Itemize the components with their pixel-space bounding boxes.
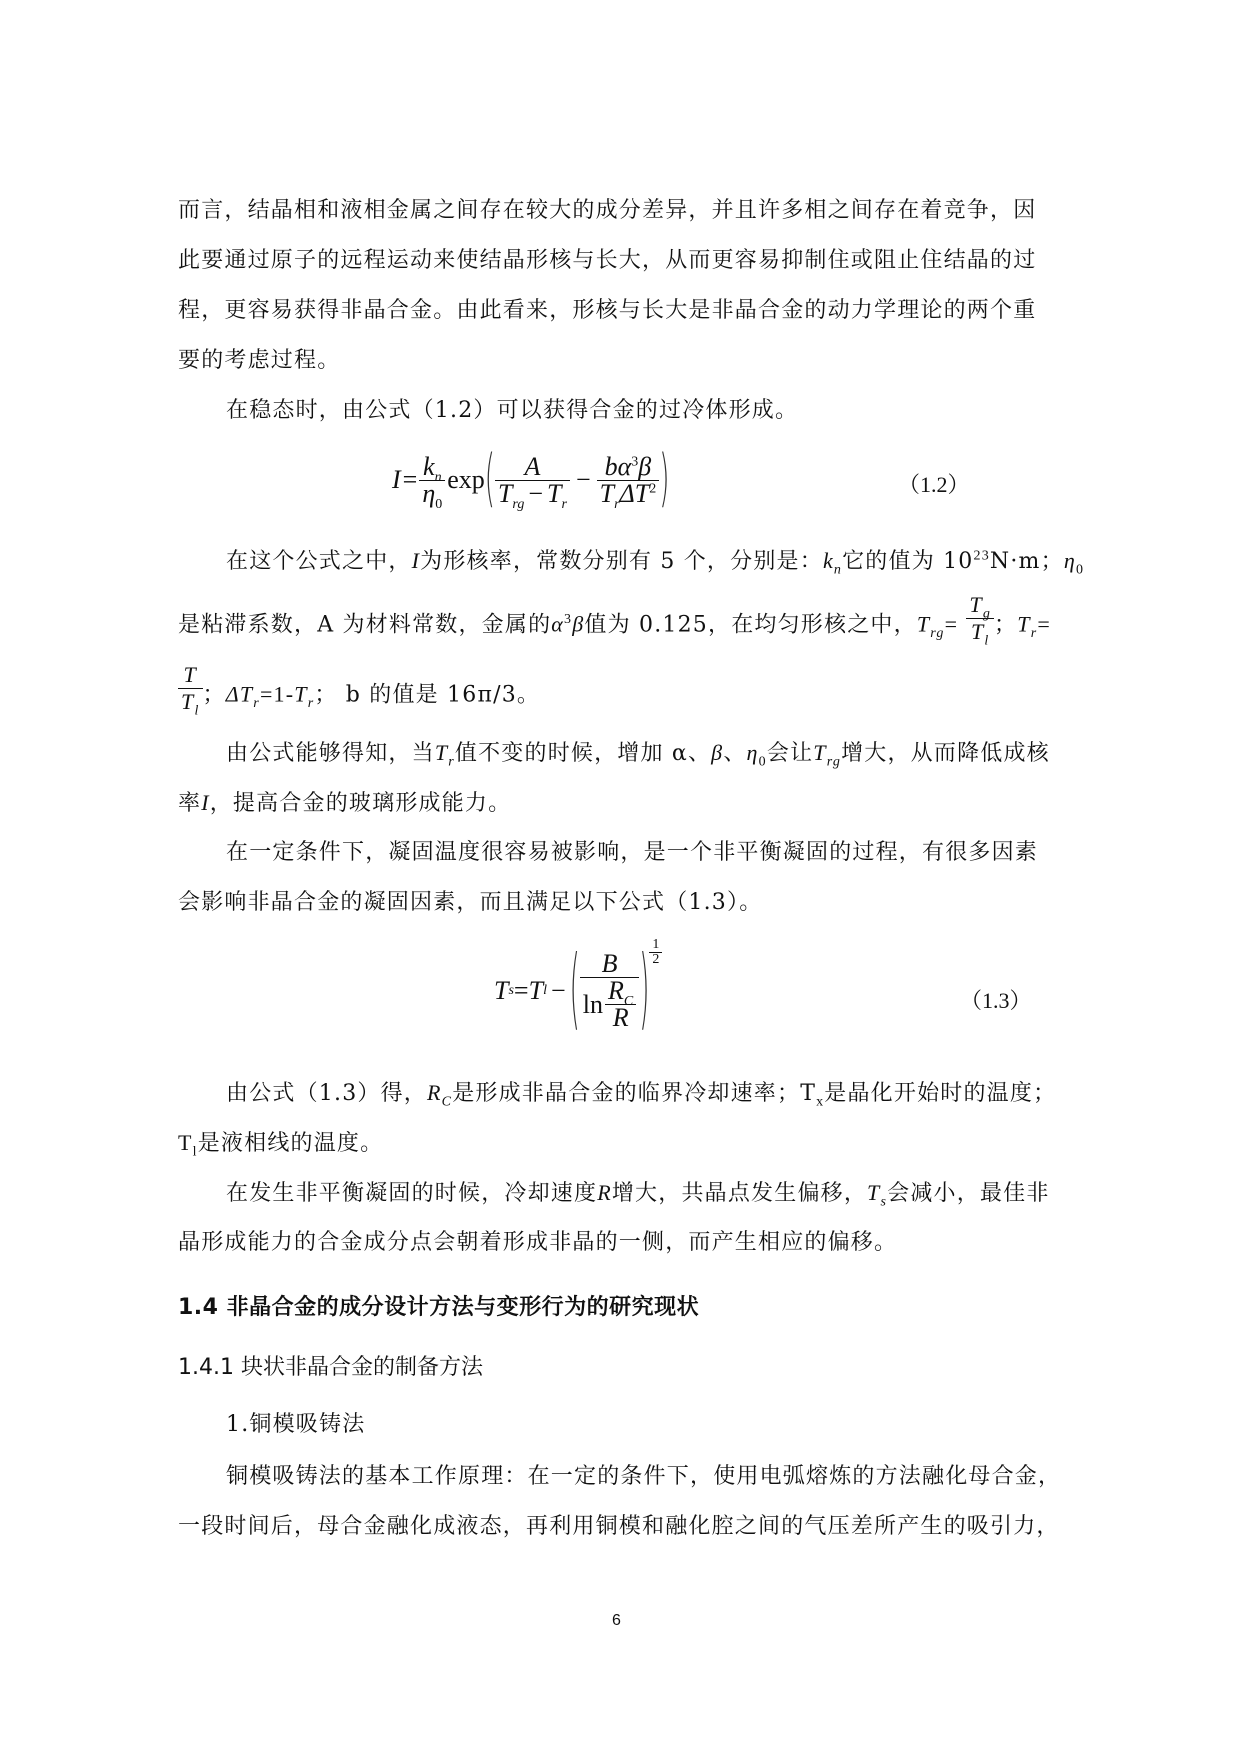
math-symbol: k bbox=[822, 548, 834, 573]
math-subscript: rg bbox=[826, 754, 842, 770]
paragraph-line bbox=[226, 1178, 1050, 1209]
math-subscript: s bbox=[880, 1194, 888, 1210]
text: 为形核率，常数分别有 5 个，分别是： bbox=[420, 549, 823, 574]
math-subscript: l bbox=[984, 633, 990, 649]
eq-symbol: I bbox=[392, 465, 401, 494]
math-subscript: l bbox=[194, 703, 200, 719]
math-subscript: rg bbox=[930, 625, 945, 641]
text: 会让 bbox=[766, 741, 814, 766]
math-subscript: 0 bbox=[758, 754, 767, 770]
paragraph-line: 在稳态时，由公式（1.2）可以获得合金的过冷体形成。 bbox=[226, 398, 799, 423]
math-symbol: I bbox=[411, 548, 421, 573]
eq-fraction bbox=[605, 978, 636, 1031]
eq-fraction bbox=[419, 451, 445, 512]
eq-symbol: B bbox=[580, 951, 639, 978]
left-paren: ( bbox=[484, 444, 495, 516]
text: N·m； bbox=[989, 549, 1064, 574]
paragraph-line: 此要通过原子的远程运动来使结晶形核与长大，从而更容易抑制住或阻止住结晶的过 bbox=[178, 248, 1037, 273]
math-symbol: R bbox=[427, 1080, 442, 1105]
eq-symbol: k bbox=[423, 451, 435, 481]
text: =1- bbox=[259, 681, 295, 707]
eq-symbol: = bbox=[513, 976, 529, 1005]
eq-symbol: η bbox=[422, 478, 436, 508]
eq-symbol: − bbox=[575, 465, 591, 494]
eq-fraction bbox=[597, 451, 660, 512]
eq-symbol: − bbox=[528, 478, 544, 508]
section-heading: 1.4 非晶合金的成分设计方法与变形行为的研究现状 bbox=[178, 1295, 700, 1320]
math-symbol: α bbox=[551, 611, 565, 637]
eq-symbol: = bbox=[402, 465, 418, 494]
math-fraction bbox=[178, 662, 203, 719]
math-symbol: T bbox=[969, 592, 983, 617]
math-symbol: T bbox=[294, 681, 308, 707]
math-subscript: r bbox=[448, 754, 455, 770]
paragraph-line: 会影响非晶合金的凝固因素，而且满足以下公式（1.3）。 bbox=[178, 890, 763, 915]
paragraph-line bbox=[226, 1078, 1056, 1109]
eq-symbol: T bbox=[599, 478, 615, 508]
equation-number: （1.3） bbox=[960, 988, 1032, 1013]
eq-function: ln bbox=[582, 989, 604, 1019]
math-symbol: T bbox=[1017, 611, 1031, 637]
math-subscript: r bbox=[253, 695, 260, 711]
text: ，提高合金的玻璃形成能力。 bbox=[209, 791, 512, 816]
eq-symbol: bα bbox=[604, 451, 632, 481]
math-subscript: 0 bbox=[1075, 562, 1085, 578]
paragraph-line: 在一定条件下，凝固温度很容易被影响，是一个非平衡凝固的过程，有很多因素 bbox=[226, 840, 1039, 865]
math-subscript: r bbox=[1030, 625, 1038, 641]
eq-symbol: ΔT bbox=[619, 478, 650, 508]
text: 值不变的时候，增加 α、 bbox=[454, 741, 712, 766]
eq-superscript: 2 bbox=[649, 480, 657, 496]
eq-subscript: 0 bbox=[435, 496, 443, 512]
eq-subscript: rg bbox=[512, 496, 525, 512]
text: ； bbox=[994, 612, 1018, 638]
math-symbol: T bbox=[178, 662, 203, 689]
text: 、 bbox=[723, 741, 747, 766]
paragraph-line: 要的考虑过程。 bbox=[178, 348, 341, 373]
paragraph-line bbox=[178, 788, 511, 819]
eq-symbol: T bbox=[528, 976, 544, 1005]
eq-subscript: C bbox=[623, 994, 634, 1010]
paragraph-line bbox=[226, 546, 1084, 577]
math-subscript: r bbox=[307, 695, 315, 711]
math-symbol: = bbox=[944, 611, 959, 637]
text: 增大，从而降低成核 bbox=[841, 741, 1050, 766]
eq-fraction bbox=[580, 951, 639, 1031]
text: 是液相线的温度。 bbox=[197, 1131, 384, 1156]
eq-exponent-fraction bbox=[649, 938, 662, 967]
text: 在发生非平衡凝固的时候，冷却速度 bbox=[226, 1181, 598, 1206]
math-subscript: x bbox=[816, 1094, 825, 1110]
text: ； b 的值是 16π/3。 bbox=[314, 682, 541, 708]
math-symbol: T bbox=[867, 1180, 881, 1205]
math-symbol: T bbox=[434, 740, 449, 765]
paragraph-line: 而言，结晶相和液相金属之间存在较大的成分差异，并且许多相之间存在着竞争，因 bbox=[178, 198, 1037, 223]
left-paren: ( bbox=[569, 940, 580, 1042]
eq-subscript: r bbox=[614, 496, 620, 512]
eq-symbol: A bbox=[495, 454, 570, 481]
eq-symbol: T bbox=[497, 478, 513, 508]
math-symbol: η bbox=[746, 740, 759, 765]
eq-symbol: 2 bbox=[652, 952, 660, 967]
math-symbol: T bbox=[178, 1130, 193, 1155]
text: 增大，共晶点发生偏移， bbox=[611, 1181, 868, 1206]
eq-symbol: T bbox=[547, 478, 562, 508]
equation-1-2 bbox=[392, 440, 669, 520]
math-symbol: R bbox=[597, 1180, 612, 1205]
paragraph-line bbox=[178, 1128, 383, 1159]
eq-symbol: R bbox=[612, 1003, 629, 1032]
eq-fraction bbox=[495, 451, 570, 512]
text: 在这个公式之中， bbox=[226, 549, 412, 574]
right-paren: ) bbox=[639, 940, 650, 1042]
math-subscript: g bbox=[982, 606, 992, 622]
eq-symbol: β bbox=[638, 451, 652, 481]
eq-symbol: − bbox=[550, 976, 566, 1005]
text: ； bbox=[202, 682, 226, 708]
paragraph-line: 晶形成能力的合金成分点会朝着形成非晶的一侧，而产生相应的偏移。 bbox=[178, 1230, 898, 1255]
equation-number: （1.2） bbox=[898, 472, 970, 497]
math-symbol: T bbox=[970, 619, 985, 644]
math-fraction bbox=[966, 592, 994, 649]
text: 是晶化开始时的温度； bbox=[824, 1081, 1057, 1106]
text: 由公式能够得知，当 bbox=[226, 741, 435, 766]
eq-symbol: T bbox=[494, 976, 509, 1005]
text: 率 bbox=[178, 791, 202, 816]
math-symbol: T bbox=[181, 689, 195, 714]
eq-subscript: n bbox=[434, 469, 442, 485]
paragraph-line: 程，更容易获得非晶合金。由此看来，形核与长大是非晶合金的动力学理论的两个重 bbox=[178, 298, 1037, 323]
eq-symbol: R bbox=[608, 976, 624, 1005]
math-symbol: β bbox=[711, 740, 724, 765]
paragraph-line bbox=[178, 592, 1051, 649]
math-superscript: 23 bbox=[973, 548, 990, 564]
paragraph-line bbox=[178, 662, 541, 719]
right-paren: ) bbox=[659, 444, 670, 516]
text: 由公式（1.3）得， bbox=[226, 1081, 427, 1106]
eq-symbol: 1 bbox=[649, 938, 662, 953]
math-symbol: T bbox=[916, 611, 931, 637]
subheading: 1.铜模吸铸法 bbox=[226, 1412, 366, 1437]
math-subscript: n bbox=[833, 562, 843, 578]
text: 它的值为 10 bbox=[842, 549, 974, 574]
math-symbol: T bbox=[813, 740, 827, 765]
eq-subscript: r bbox=[561, 496, 567, 512]
text: 是形成非晶合金的临界冷却速率；T bbox=[452, 1081, 817, 1106]
math-superscript: 3 bbox=[564, 612, 573, 628]
equation-1-3: T s = T l − ( B ln $\frac{R_C}{R}$ ) $\frac{1}{2}$ bbox=[494, 936, 662, 1046]
text: 是粘滞系数，A 为材料常数，金属的 bbox=[178, 612, 552, 638]
text: 会减小，最佳非 bbox=[887, 1181, 1050, 1206]
paragraph-line: 一段时间后，母合金融化成液态，再利用铜模和融化腔之间的气压差所产生的吸引力， bbox=[178, 1514, 1060, 1539]
text: 值为 0.125，在均匀形核之中， bbox=[584, 612, 917, 638]
subsection-heading: 1.4.1 块状非晶合金的制备方法 bbox=[178, 1355, 483, 1380]
math-symbol: I bbox=[201, 790, 210, 815]
math-subscript: l bbox=[192, 1144, 198, 1160]
math-symbol: η bbox=[1063, 548, 1076, 573]
eq-function: exp bbox=[447, 465, 485, 494]
paragraph-line bbox=[226, 738, 1050, 769]
eq-superscript: 3 bbox=[631, 453, 639, 469]
math-subscript: C bbox=[441, 1094, 453, 1110]
math-symbol: ΔT bbox=[225, 681, 254, 707]
page-number: 6 bbox=[612, 1612, 621, 1629]
math-symbol: = bbox=[1037, 611, 1051, 637]
paragraph-line: 铜模吸铸法的基本工作原理：在一定的条件下，使用电弧熔炼的方法融化母合金， bbox=[226, 1464, 1062, 1489]
math-symbol: β bbox=[572, 611, 585, 637]
